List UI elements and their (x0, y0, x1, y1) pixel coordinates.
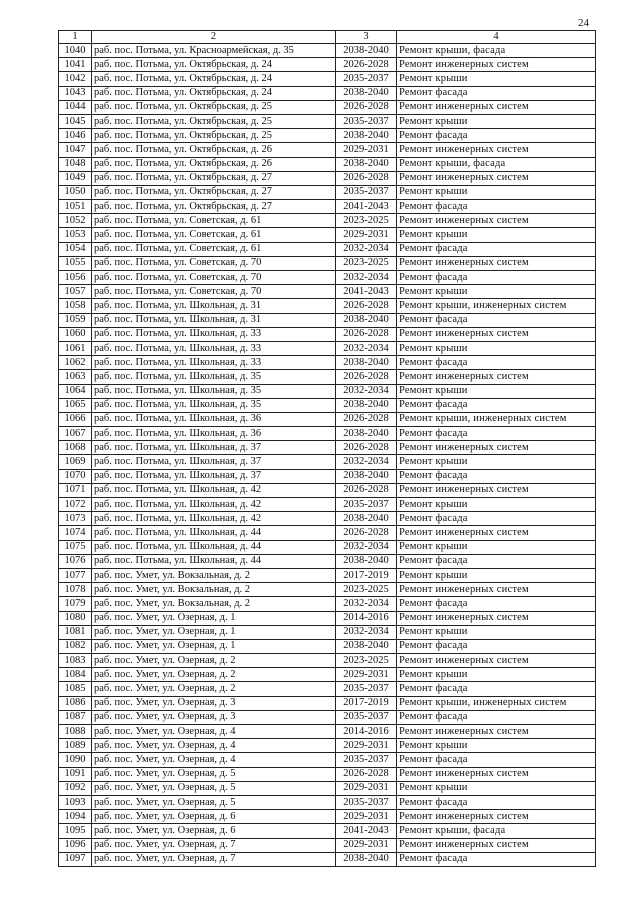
column-header-4: 4 (397, 31, 596, 44)
table-row (59, 625, 596, 639)
table-row (59, 710, 596, 724)
work-type-cell: Ремонт крыши (397, 498, 596, 512)
table-row (59, 58, 596, 72)
period-cell: 2032-2034 (336, 242, 397, 256)
period-cell: 2038-2040 (336, 44, 397, 58)
row-number-cell: 1066 (59, 412, 92, 426)
period-cell: 2038-2040 (336, 86, 397, 100)
row-number-cell: 1092 (59, 781, 92, 795)
address-cell: раб. пос. Потьма, ул. Школьная, д. 44 (92, 540, 336, 554)
work-type-cell: Ремонт инженерных систем (397, 767, 596, 781)
row-number-cell: 1079 (59, 597, 92, 611)
period-cell: 2026-2028 (336, 441, 397, 455)
row-number-cell: 1086 (59, 696, 92, 710)
address-cell: раб. пос. Потьма, ул. Советская, д. 70 (92, 285, 336, 299)
table-row (59, 271, 596, 285)
period-cell: 2026-2028 (336, 171, 397, 185)
period-cell: 2029-2031 (336, 810, 397, 824)
work-type-cell: Ремонт фасада (397, 512, 596, 526)
work-type-cell: Ремонт инженерных систем (397, 654, 596, 668)
address-cell: раб. пос. Потьма, ул. Советская, д. 70 (92, 271, 336, 285)
table-row (59, 370, 596, 384)
period-cell: 2035-2037 (336, 795, 397, 809)
work-type-cell: Ремонт фасада (397, 639, 596, 653)
period-cell: 2023-2025 (336, 654, 397, 668)
address-cell: раб. пос. Умет, ул. Озерная, д. 3 (92, 696, 336, 710)
row-number-cell: 1084 (59, 668, 92, 682)
address-cell: раб. пос. Умет, ул. Озерная, д. 1 (92, 625, 336, 639)
work-type-cell: Ремонт инженерных систем (397, 611, 596, 625)
table-row (59, 200, 596, 214)
address-cell: раб. пос. Потьма, ул. Школьная, д. 35 (92, 370, 336, 384)
address-cell: раб. пос. Потьма, ул. Школьная, д. 36 (92, 427, 336, 441)
work-type-cell: Ремонт инженерных систем (397, 214, 596, 228)
address-cell: раб. пос. Потьма, ул. Красноармейская, д. 35 (92, 44, 336, 58)
period-cell: 2017-2019 (336, 696, 397, 710)
table-row (59, 725, 596, 739)
period-cell: 2014-2016 (336, 725, 397, 739)
table-row (59, 654, 596, 668)
row-number-cell: 1096 (59, 838, 92, 852)
address-cell: раб. пос. Потьма, ул. Октябрьская, д. 24 (92, 58, 336, 72)
row-number-cell: 1071 (59, 483, 92, 497)
work-type-cell: Ремонт фасада (397, 398, 596, 412)
header-row (59, 31, 596, 44)
address-cell: раб. пос. Потьма, ул. Школьная, д. 35 (92, 384, 336, 398)
address-cell: раб. пос. Потьма, ул. Октябрьская, д. 24 (92, 72, 336, 86)
table-row (59, 242, 596, 256)
work-type-cell: Ремонт фасада (397, 129, 596, 143)
period-cell: 2032-2034 (336, 597, 397, 611)
repair-schedule-table (58, 30, 596, 867)
row-number-cell: 1068 (59, 441, 92, 455)
column-header-2: 2 (92, 31, 336, 44)
work-type-cell: Ремонт крыши (397, 341, 596, 355)
period-cell: 2026-2028 (336, 767, 397, 781)
work-type-cell: Ремонт инженерных систем (397, 58, 596, 72)
address-cell: раб. пос. Потьма, ул. Октябрьская, д. 25 (92, 114, 336, 128)
table-row (59, 171, 596, 185)
work-type-cell: Ремонт крыши, инженерных систем (397, 412, 596, 426)
address-cell: раб. пос. Потьма, ул. Октябрьская, д. 25 (92, 100, 336, 114)
row-number-cell: 1085 (59, 682, 92, 696)
table-row (59, 781, 596, 795)
row-number-cell: 1062 (59, 356, 92, 370)
row-number-cell: 1073 (59, 512, 92, 526)
table-row (59, 512, 596, 526)
row-number-cell: 1063 (59, 370, 92, 384)
row-number-cell: 1095 (59, 824, 92, 838)
period-cell: 2041-2043 (336, 824, 397, 838)
row-number-cell: 1042 (59, 72, 92, 86)
work-type-cell: Ремонт крыши (397, 185, 596, 199)
period-cell: 2026-2028 (336, 299, 397, 313)
address-cell: раб. пос. Потьма, ул. Школьная, д. 35 (92, 398, 336, 412)
address-cell: раб. пос. Потьма, ул. Школьная, д. 37 (92, 441, 336, 455)
table-row (59, 129, 596, 143)
address-cell: раб. пос. Умет, ул. Озерная, д. 1 (92, 611, 336, 625)
address-cell: раб. пос. Умет, ул. Озерная, д. 5 (92, 767, 336, 781)
period-cell: 2035-2037 (336, 682, 397, 696)
work-type-cell: Ремонт инженерных систем (397, 526, 596, 540)
row-number-cell: 1058 (59, 299, 92, 313)
row-number-cell: 1074 (59, 526, 92, 540)
period-cell: 2017-2019 (336, 568, 397, 582)
work-type-cell: Ремонт фасада (397, 852, 596, 866)
table-row (59, 44, 596, 58)
row-number-cell: 1076 (59, 554, 92, 568)
work-type-cell: Ремонт фасада (397, 795, 596, 809)
address-cell: раб. пос. Умет, ул. Озерная, д. 2 (92, 668, 336, 682)
address-cell: раб. пос. Умет, ул. Озерная, д. 2 (92, 682, 336, 696)
row-number-cell: 1056 (59, 271, 92, 285)
work-type-cell: Ремонт крыши, инженерных систем (397, 299, 596, 313)
table-row (59, 72, 596, 86)
address-cell: раб. пос. Умет, ул. Озерная, д. 7 (92, 838, 336, 852)
address-cell: раб. пос. Умет, ул. Вокзальная, д. 2 (92, 583, 336, 597)
work-type-cell: Ремонт инженерных систем (397, 143, 596, 157)
table-row (59, 739, 596, 753)
address-cell: раб. пос. Потьма, ул. Школьная, д. 31 (92, 299, 336, 313)
table-row (59, 554, 596, 568)
period-cell: 2038-2040 (336, 427, 397, 441)
row-number-cell: 1090 (59, 753, 92, 767)
address-cell: раб. пос. Потьма, ул. Октябрьская, д. 26 (92, 157, 336, 171)
period-cell: 2038-2040 (336, 639, 397, 653)
table-row (59, 611, 596, 625)
table-row (59, 583, 596, 597)
address-cell: раб. пос. Умет, ул. Озерная, д. 3 (92, 710, 336, 724)
table-row (59, 441, 596, 455)
address-cell: раб. пос. Потьма, ул. Советская, д. 70 (92, 256, 336, 270)
period-cell: 2026-2028 (336, 483, 397, 497)
row-number-cell: 1061 (59, 341, 92, 355)
period-cell: 2029-2031 (336, 143, 397, 157)
work-type-cell: Ремонт инженерных систем (397, 810, 596, 824)
address-cell: раб. пос. Потьма, ул. Школьная, д. 36 (92, 412, 336, 426)
period-cell: 2035-2037 (336, 498, 397, 512)
address-cell: раб. пос. Умет, ул. Озерная, д. 2 (92, 654, 336, 668)
table-row (59, 228, 596, 242)
work-type-cell: Ремонт фасада (397, 597, 596, 611)
work-type-cell: Ремонт инженерных систем (397, 441, 596, 455)
work-type-cell: Ремонт фасада (397, 469, 596, 483)
work-type-cell: Ремонт крыши, фасада (397, 824, 596, 838)
row-number-cell: 1064 (59, 384, 92, 398)
row-number-cell: 1082 (59, 639, 92, 653)
table-row (59, 285, 596, 299)
work-type-cell: Ремонт инженерных систем (397, 725, 596, 739)
period-cell: 2038-2040 (336, 512, 397, 526)
work-type-cell: Ремонт инженерных систем (397, 583, 596, 597)
address-cell: раб. пос. Потьма, ул. Школьная, д. 33 (92, 356, 336, 370)
address-cell: раб. пос. Умет, ул. Озерная, д. 4 (92, 739, 336, 753)
period-cell: 2029-2031 (336, 781, 397, 795)
work-type-cell: Ремонт фасада (397, 200, 596, 214)
table-row (59, 568, 596, 582)
address-cell: раб. пос. Потьма, ул. Октябрьская, д. 25 (92, 129, 336, 143)
work-type-cell: Ремонт крыши (397, 285, 596, 299)
address-cell: раб. пос. Умет, ул. Озерная, д. 6 (92, 810, 336, 824)
table-row (59, 483, 596, 497)
period-cell: 2041-2043 (336, 200, 397, 214)
row-number-cell: 1057 (59, 285, 92, 299)
row-number-cell: 1054 (59, 242, 92, 256)
period-cell: 2026-2028 (336, 412, 397, 426)
table-row (59, 810, 596, 824)
period-cell: 2014-2016 (336, 611, 397, 625)
work-type-cell: Ремонт инженерных систем (397, 327, 596, 341)
period-cell: 2026-2028 (336, 526, 397, 540)
address-cell: раб. пос. Умет, ул. Озерная, д. 5 (92, 795, 336, 809)
column-header-1: 1 (59, 31, 92, 44)
row-number-cell: 1069 (59, 455, 92, 469)
table-row (59, 526, 596, 540)
address-cell: раб. пос. Умет, ул. Озерная, д. 4 (92, 725, 336, 739)
table-row (59, 498, 596, 512)
work-type-cell: Ремонт фасада (397, 682, 596, 696)
work-type-cell: Ремонт фасада (397, 313, 596, 327)
work-type-cell: Ремонт крыши (397, 540, 596, 554)
address-cell: раб. пос. Потьма, ул. Советская, д. 61 (92, 242, 336, 256)
table-row (59, 114, 596, 128)
table-row (59, 299, 596, 313)
row-number-cell: 1051 (59, 200, 92, 214)
address-cell: раб. пос. Потьма, ул. Октябрьская, д. 27 (92, 200, 336, 214)
period-cell: 2029-2031 (336, 668, 397, 682)
row-number-cell: 1055 (59, 256, 92, 270)
table-row (59, 86, 596, 100)
work-type-cell: Ремонт инженерных систем (397, 838, 596, 852)
row-number-cell: 1072 (59, 498, 92, 512)
work-type-cell: Ремонт фасада (397, 271, 596, 285)
row-number-cell: 1070 (59, 469, 92, 483)
period-cell: 2023-2025 (336, 256, 397, 270)
address-cell: раб. пос. Потьма, ул. Октябрьская, д. 27 (92, 171, 336, 185)
row-number-cell: 1080 (59, 611, 92, 625)
address-cell: раб. пос. Потьма, ул. Школьная, д. 44 (92, 526, 336, 540)
table-row (59, 753, 596, 767)
table-row (59, 356, 596, 370)
work-type-cell: Ремонт крыши (397, 228, 596, 242)
table-row (59, 185, 596, 199)
work-type-cell: Ремонт крыши, инженерных систем (397, 696, 596, 710)
address-cell: раб. пос. Потьма, ул. Октябрьская, д. 24 (92, 86, 336, 100)
address-cell: раб. пос. Потьма, ул. Советская, д. 61 (92, 228, 336, 242)
row-number-cell: 1041 (59, 58, 92, 72)
address-cell: раб. пос. Потьма, ул. Школьная, д. 44 (92, 554, 336, 568)
period-cell: 2035-2037 (336, 72, 397, 86)
row-number-cell: 1060 (59, 327, 92, 341)
row-number-cell: 1067 (59, 427, 92, 441)
work-type-cell: Ремонт фасада (397, 753, 596, 767)
row-number-cell: 1050 (59, 185, 92, 199)
row-number-cell: 1075 (59, 540, 92, 554)
table-row (59, 157, 596, 171)
work-type-cell: Ремонт инженерных систем (397, 256, 596, 270)
table-row (59, 384, 596, 398)
table-row (59, 398, 596, 412)
table-row (59, 795, 596, 809)
table-row (59, 143, 596, 157)
row-number-cell: 1078 (59, 583, 92, 597)
address-cell: раб. пос. Потьма, ул. Школьная, д. 37 (92, 455, 336, 469)
period-cell: 2026-2028 (336, 327, 397, 341)
work-type-cell: Ремонт крыши (397, 384, 596, 398)
table-row (59, 455, 596, 469)
work-type-cell: Ремонт фасада (397, 710, 596, 724)
work-type-cell: Ремонт инженерных систем (397, 483, 596, 497)
page-number: 24 (578, 17, 589, 29)
table-row (59, 696, 596, 710)
period-cell: 2026-2028 (336, 100, 397, 114)
address-cell: раб. пос. Умет, ул. Озерная, д. 7 (92, 852, 336, 866)
period-cell: 2029-2031 (336, 228, 397, 242)
address-cell: раб. пос. Потьма, ул. Октябрьская, д. 27 (92, 185, 336, 199)
table-row (59, 668, 596, 682)
period-cell: 2023-2025 (336, 583, 397, 597)
work-type-cell: Ремонт крыши (397, 114, 596, 128)
work-type-cell: Ремонт фасада (397, 86, 596, 100)
address-cell: раб. пос. Потьма, ул. Школьная, д. 31 (92, 313, 336, 327)
row-number-cell: 1088 (59, 725, 92, 739)
period-cell: 2038-2040 (336, 313, 397, 327)
row-number-cell: 1052 (59, 214, 92, 228)
work-type-cell: Ремонт фасада (397, 242, 596, 256)
table-row (59, 767, 596, 781)
work-type-cell: Ремонт фасада (397, 554, 596, 568)
period-cell: 2038-2040 (336, 554, 397, 568)
work-type-cell: Ремонт крыши (397, 739, 596, 753)
address-cell: раб. пос. Умет, ул. Озерная, д. 6 (92, 824, 336, 838)
table-row (59, 313, 596, 327)
row-number-cell: 1045 (59, 114, 92, 128)
period-cell: 2035-2037 (336, 710, 397, 724)
row-number-cell: 1043 (59, 86, 92, 100)
period-cell: 2029-2031 (336, 838, 397, 852)
table-row (59, 682, 596, 696)
period-cell: 2038-2040 (336, 157, 397, 171)
work-type-cell: Ремонт фасада (397, 356, 596, 370)
address-cell: раб. пос. Потьма, ул. Школьная, д. 42 (92, 512, 336, 526)
table-row (59, 639, 596, 653)
period-cell: 2032-2034 (336, 540, 397, 554)
period-cell: 2026-2028 (336, 58, 397, 72)
period-cell: 2038-2040 (336, 852, 397, 866)
address-cell: раб. пос. Потьма, ул. Школьная, д. 42 (92, 483, 336, 497)
row-number-cell: 1081 (59, 625, 92, 639)
row-number-cell: 1097 (59, 852, 92, 866)
work-type-cell: Ремонт крыши (397, 781, 596, 795)
work-type-cell: Ремонт крыши, фасада (397, 157, 596, 171)
row-number-cell: 1089 (59, 739, 92, 753)
work-type-cell: Ремонт крыши (397, 625, 596, 639)
period-cell: 2032-2034 (336, 455, 397, 469)
row-number-cell: 1093 (59, 795, 92, 809)
row-number-cell: 1040 (59, 44, 92, 58)
table-row (59, 341, 596, 355)
period-cell: 2035-2037 (336, 185, 397, 199)
period-cell: 2032-2034 (336, 341, 397, 355)
period-cell: 2038-2040 (336, 129, 397, 143)
table-row (59, 852, 596, 866)
work-type-cell: Ремонт крыши (397, 668, 596, 682)
row-number-cell: 1087 (59, 710, 92, 724)
column-header-3: 3 (336, 31, 397, 44)
work-type-cell: Ремонт крыши (397, 455, 596, 469)
table-row (59, 540, 596, 554)
period-cell: 2041-2043 (336, 285, 397, 299)
row-number-cell: 1094 (59, 810, 92, 824)
table-row (59, 838, 596, 852)
period-cell: 2035-2037 (336, 753, 397, 767)
table-row (59, 427, 596, 441)
address-cell: раб. пос. Потьма, ул. Октябрьская, д. 26 (92, 143, 336, 157)
table-row (59, 214, 596, 228)
work-type-cell: Ремонт инженерных систем (397, 100, 596, 114)
table-row (59, 100, 596, 114)
work-type-cell: Ремонт крыши (397, 568, 596, 582)
work-type-cell: Ремонт крыши (397, 72, 596, 86)
table-row (59, 256, 596, 270)
row-number-cell: 1046 (59, 129, 92, 143)
row-number-cell: 1047 (59, 143, 92, 157)
period-cell: 2032-2034 (336, 384, 397, 398)
period-cell: 2029-2031 (336, 739, 397, 753)
table-row (59, 824, 596, 838)
row-number-cell: 1091 (59, 767, 92, 781)
table-row (59, 327, 596, 341)
row-number-cell: 1049 (59, 171, 92, 185)
address-cell: раб. пос. Потьма, ул. Школьная, д. 42 (92, 498, 336, 512)
address-cell: раб. пос. Потьма, ул. Школьная, д. 33 (92, 327, 336, 341)
table-body (59, 44, 596, 867)
work-type-cell: Ремонт инженерных систем (397, 370, 596, 384)
period-cell: 2032-2034 (336, 271, 397, 285)
table-row (59, 597, 596, 611)
period-cell: 2032-2034 (336, 625, 397, 639)
row-number-cell: 1059 (59, 313, 92, 327)
row-number-cell: 1065 (59, 398, 92, 412)
table-row (59, 469, 596, 483)
work-type-cell: Ремонт фасада (397, 427, 596, 441)
row-number-cell: 1083 (59, 654, 92, 668)
address-cell: раб. пос. Умет, ул. Озерная, д. 4 (92, 753, 336, 767)
work-type-cell: Ремонт крыши, фасада (397, 44, 596, 58)
row-number-cell: 1053 (59, 228, 92, 242)
period-cell: 2038-2040 (336, 356, 397, 370)
row-number-cell: 1048 (59, 157, 92, 171)
row-number-cell: 1077 (59, 568, 92, 582)
work-type-cell: Ремонт инженерных систем (397, 171, 596, 185)
period-cell: 2038-2040 (336, 398, 397, 412)
address-cell: раб. пос. Потьма, ул. Школьная, д. 33 (92, 341, 336, 355)
address-cell: раб. пос. Умет, ул. Вокзальная, д. 2 (92, 597, 336, 611)
period-cell: 2038-2040 (336, 469, 397, 483)
period-cell: 2035-2037 (336, 114, 397, 128)
table-header (59, 31, 596, 44)
table-row (59, 412, 596, 426)
address-cell: раб. пос. Потьма, ул. Советская, д. 61 (92, 214, 336, 228)
period-cell: 2026-2028 (336, 370, 397, 384)
address-cell: раб. пос. Умет, ул. Озерная, д. 5 (92, 781, 336, 795)
address-cell: раб. пос. Умет, ул. Озерная, д. 1 (92, 639, 336, 653)
address-cell: раб. пос. Потьма, ул. Школьная, д. 37 (92, 469, 336, 483)
period-cell: 2023-2025 (336, 214, 397, 228)
address-cell: раб. пос. Умет, ул. Вокзальная, д. 2 (92, 568, 336, 582)
row-number-cell: 1044 (59, 100, 92, 114)
